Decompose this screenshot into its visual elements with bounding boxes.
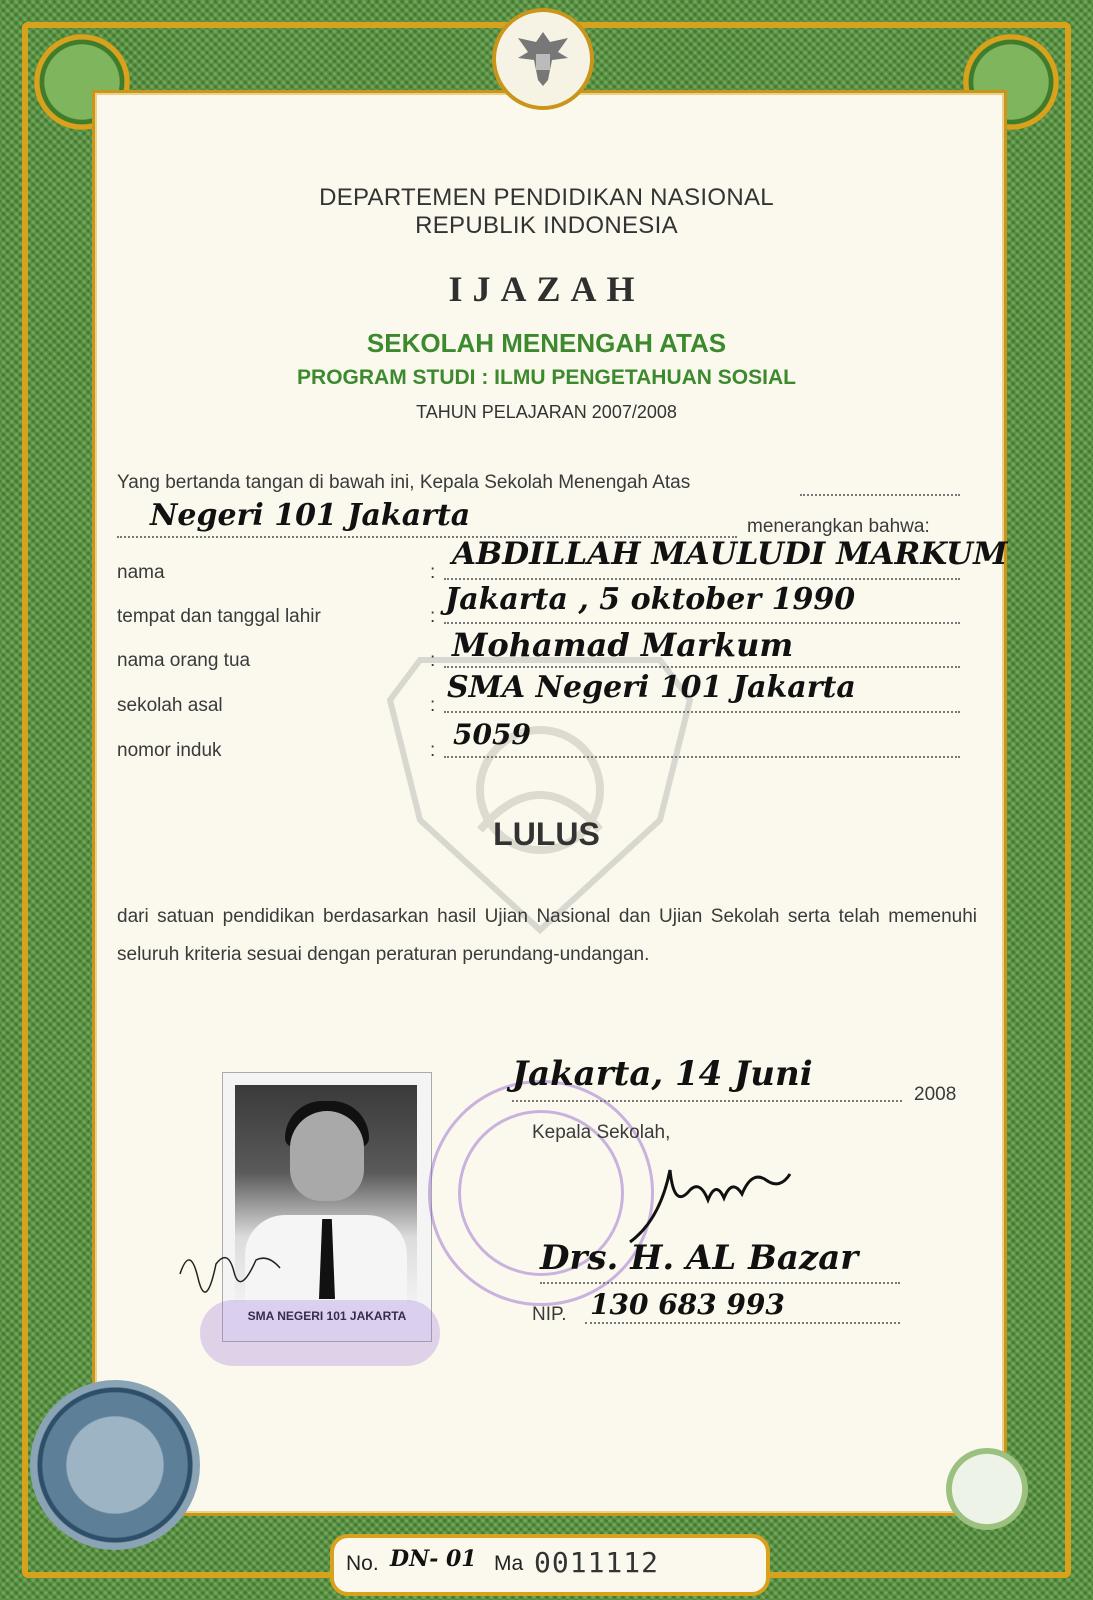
- principal-name-handwritten: Drs. H. AL Bazar: [540, 1238, 859, 1278]
- garuda-emblem-icon: [492, 8, 594, 110]
- fingerprint-stamp-icon: [200, 1300, 440, 1366]
- field-value-student-number: 5059: [453, 718, 531, 751]
- dotted-line: [444, 756, 960, 758]
- statement-text: menerangkan bahwa:: [747, 516, 930, 537]
- academic-year: TAHUN PELAJARAN 2007/2008: [416, 402, 677, 422]
- colon: :: [430, 740, 436, 761]
- signature-year: 2008: [914, 1084, 957, 1105]
- serial-number-box: [330, 1534, 770, 1596]
- dotted-line: [800, 494, 960, 496]
- dotted-line: [444, 666, 960, 668]
- principal-title: Kepala Sekolah,: [532, 1122, 671, 1143]
- colon: :: [430, 695, 436, 716]
- field-value-birth: Jakarta , 5 oktober 1990: [445, 582, 856, 617]
- serial-prefix: No.: [346, 1552, 379, 1575]
- security-seal-icon: [946, 1448, 1028, 1530]
- graduation-statement: dari satuan pendidikan berdasarkan hasil Ujian Nasional dan Ujian Sekolah serta telah memenuhi seluruh kriteria sesuai dengan peraturan perundang-undangan.: [117, 906, 977, 965]
- field-label-name: nama: [117, 562, 165, 583]
- field-label-student-number: nomor induk: [117, 740, 222, 761]
- certificate-title: IJAZAH: [448, 269, 645, 309]
- field-value-origin-school: SMA Negeri 101 Jakarta: [447, 670, 856, 705]
- ministry-seal-icon: [30, 1380, 200, 1550]
- photo-caption: SMA NEGERI 101 JAKARTA: [247, 1309, 407, 1323]
- nip-label: NIP.: [532, 1304, 567, 1325]
- dotted-line: [444, 711, 960, 713]
- serial-ma-label: Ma: [494, 1552, 524, 1575]
- intro-text: Yang bertanda tangan di bawah ini, Kepala Sekolah Menengah Atas: [117, 472, 691, 493]
- dotted-line: [444, 622, 960, 624]
- school-type: SEKOLAH MENENGAH ATAS: [366, 328, 727, 358]
- colon: :: [430, 562, 436, 583]
- field-label-birth: tempat dan tanggal lahir: [117, 606, 321, 627]
- colon: :: [430, 606, 436, 627]
- principal-signature-icon: [620, 1150, 800, 1250]
- field-value-parent: Mohamad Markum: [452, 626, 794, 664]
- school-name-handwritten: Negeri 101 Jakarta: [150, 498, 471, 533]
- study-program: PROGRAM STUDI : ILMU PENGETAHUAN SOSIAL: [297, 366, 796, 389]
- field-label-parent: nama orang tua: [117, 650, 251, 671]
- dotted-line: [585, 1322, 900, 1324]
- field-value-name: ABDILLAH MAULUDI MARKUM: [452, 536, 1008, 572]
- nip-number-handwritten: 130 683 993: [590, 1288, 785, 1321]
- department-line: DEPARTEMEN PENDIDIKAN NASIONAL: [319, 184, 774, 211]
- dotted-line: [512, 1100, 902, 1102]
- field-label-origin-school: sekolah asal: [117, 695, 223, 716]
- serial-number: 0011112: [534, 1546, 660, 1579]
- student-signature-icon: [176, 1234, 286, 1294]
- dotted-line: [540, 1282, 900, 1284]
- place-date-handwritten: Jakarta, 14 Juni: [512, 1054, 813, 1094]
- serial-code: DN- 01: [390, 1546, 477, 1572]
- republic-line: REPUBLIK INDONESIA: [415, 212, 678, 239]
- dotted-line: [444, 578, 960, 580]
- result-status: LULUS: [493, 816, 600, 852]
- colon: :: [430, 650, 436, 671]
